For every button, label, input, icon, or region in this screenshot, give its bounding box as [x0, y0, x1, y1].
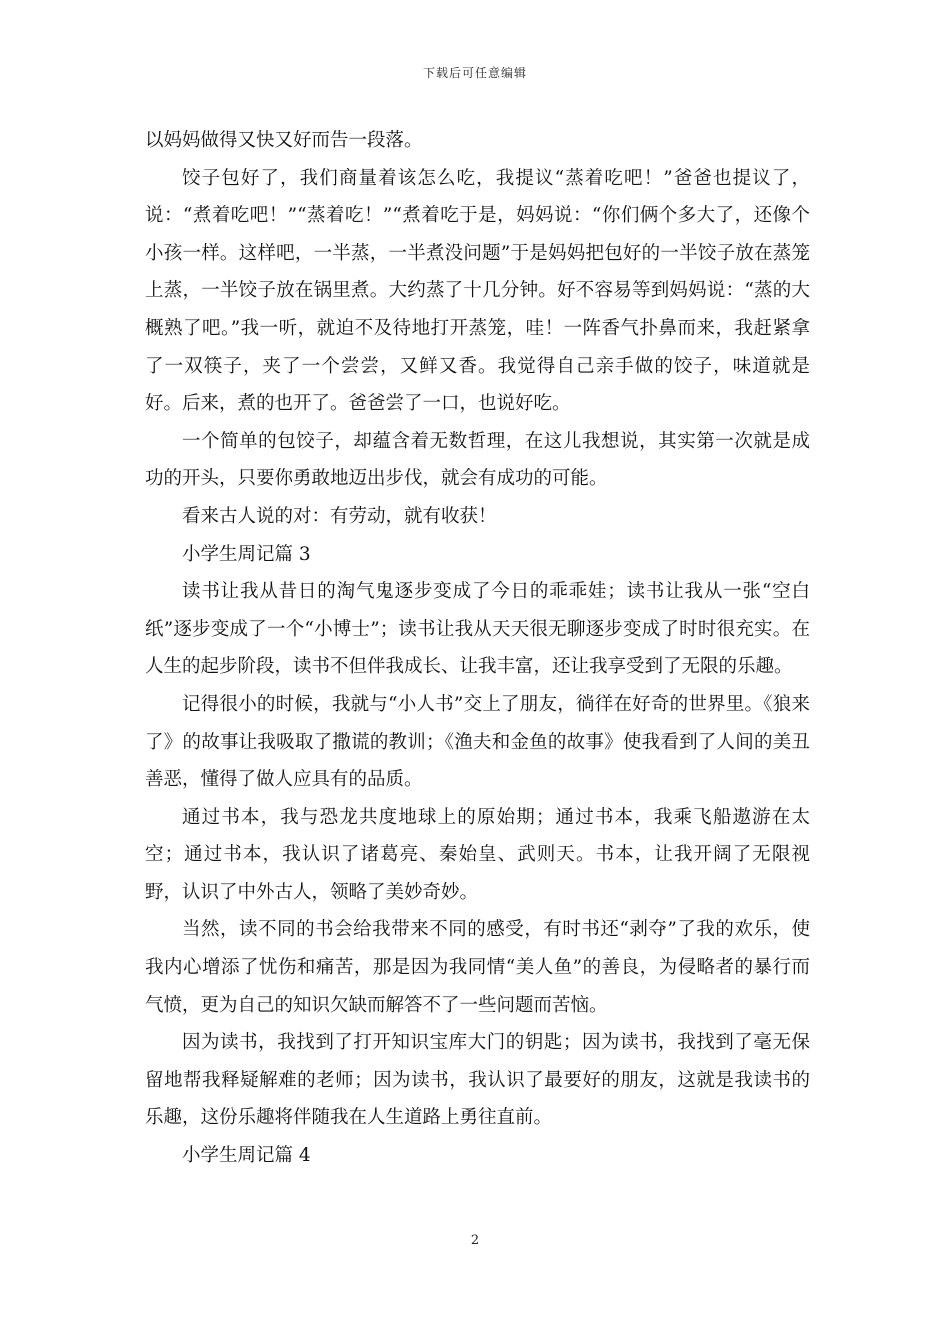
paragraph-conclusion: 看来古人说的对：有劳动，就有收获！	[182, 505, 497, 527]
paragraph-picture-books: 记得很小的时候，我就与“小人书”交上了朋友，徜徉在好奇的世界里。《狼来了》的故事让我吸取了撒谎的教训；《渔夫和金鱼的故事》使我看到了人间的美丑善恶，懂得了做人应具有的品质。	[145, 693, 810, 791]
section-heading-4: 小学生周记篇 4	[182, 1145, 311, 1167]
paragraph-continuation: 以妈妈做得又快又好而告一段落。	[145, 130, 423, 151]
page-number: 2	[470, 1233, 480, 1248]
paragraph-feelings: 当然，读不同的书会给我带来不同的感受，有时书还“剥夺”了我的欢乐，使我内心增添了忧伤和痛苦，那是因为我同情“美人鱼”的善良，为侵略者的暴行而气愤，更为自己的知识欠缺而解答不了一些问题而苦恼。	[145, 919, 810, 1016]
paragraph-because-reading: 因为读书，我找到了打开知识宝库大门的钥匙；因为读书，我找到了毫无保留地帮我释疑解难的老师；因为读书，我认识了最要好的朋友，这就是我读书的乐趣，这份乐趣将伴随我在人生道路上勇往直前。	[145, 1032, 810, 1129]
paragraph-reading-intro: 读书让我从昔日的淘气鬼逐步变成了今日的乖乖娃；读书让我从一张“空白纸”逐步变成了一个“小博士”；读书让我从天天很无聊逐步变成了时时很充实。在人生的起步阶段，读书不但伴我成长、让我丰富，还让我享受到了无限的乐趣。	[145, 581, 810, 678]
paragraph-through-books: 通过书本，我与恐龙共度地球上的原始期；通过书本，我乘飞船遨游在太空；通过书本，我认识了诸葛亮、秦始皇、武则天。书本，让我开阔了无限视野，认识了中外古人，领略了美妙奇妙。	[145, 806, 810, 903]
document-body	[145, 122, 810, 1175]
paragraph-dumplings: 饺子包好了，我们商量着该怎么吃，我提议“蒸着吃吧！”爸爸也提议了，说：“煮着吃吧！”“蒸着吃！”“煮着吃于是，妈妈说：“你们俩个多大了，还像个小孩一样。这样吧，一半蒸，一半煮没问题”于是妈妈把包好的一半饺子放在蒸笼上蒸，一半饺子放在锅里煮。大约蒸了十几分钟。好不容易等到妈妈说：“蒸的大概熟了吧。”我一听，就迫不及待地打开蒸笼，哇！一阵香气扑鼻而来，我赶紧拿了一双筷子，夹了一个尝尝，又鲜又香。我觉得自己亲手做的饺子，味道就是好。后来，煮的也开了。爸爸尝了一口，也说好吃。	[145, 167, 810, 415]
paragraph-reflection: 一个简单的包饺子，却蕴含着无数哲理，在这儿我想说，其实第一次就是成功的开头，只要你勇敢地迈出步伐，就会有成功的可能。	[145, 430, 810, 490]
section-heading-3: 小学生周记篇 3	[182, 543, 311, 565]
page-header: 下载后可任意编辑	[422, 66, 527, 80]
